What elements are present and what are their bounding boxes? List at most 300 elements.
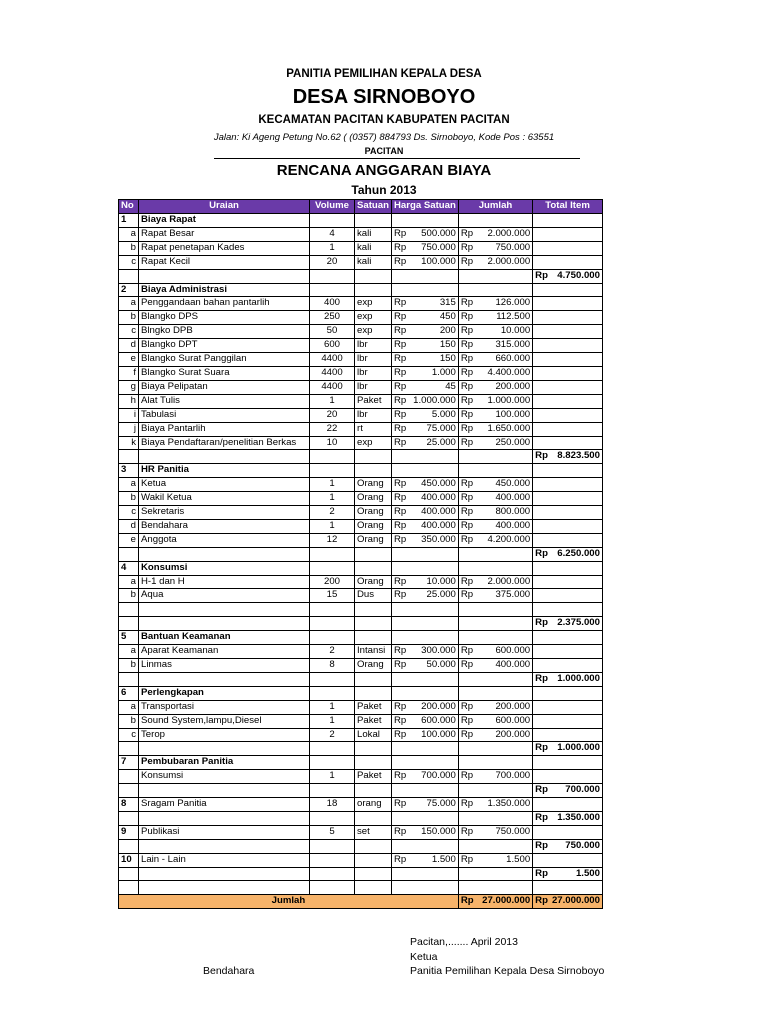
header-rule: [214, 158, 580, 159]
subtotal-currency: [533, 770, 550, 784]
price-currency: Rp: [392, 422, 409, 436]
subtotal-currency: [533, 422, 550, 436]
table-row: [119, 575, 603, 589]
row-number: [119, 770, 139, 784]
item-unit: [355, 839, 392, 853]
row-number: [119, 450, 139, 464]
price-currency: [392, 283, 409, 297]
section-subtotal: [550, 658, 603, 672]
item-volume: 18: [310, 798, 355, 812]
subtotal-currency: [533, 603, 550, 617]
table-row: [119, 658, 603, 672]
item-volume: [310, 450, 355, 464]
item-label: [139, 547, 310, 561]
subtotal-currency: [533, 575, 550, 589]
item-label: [139, 672, 310, 686]
item-unit-price: 25.000: [408, 589, 458, 603]
row-number: [119, 603, 139, 617]
item-unit-price: 350.000: [408, 533, 458, 547]
item-unit: [355, 881, 392, 895]
row-number: 3: [119, 464, 139, 478]
signature-place-date: Pacitan,....... April 2013: [410, 936, 518, 948]
item-volume: 1: [310, 519, 355, 533]
item-volume: 50: [310, 325, 355, 339]
budget-table: [118, 199, 603, 909]
amount-currency: Rp: [458, 241, 475, 255]
item-unit-price: [408, 450, 458, 464]
row-number: 6: [119, 686, 139, 700]
row-number: b: [119, 658, 139, 672]
table-row: [119, 478, 603, 492]
price-currency: Rp: [392, 241, 409, 255]
item-unit: [355, 756, 392, 770]
section-subtotal: [550, 700, 603, 714]
amount-currency: [458, 269, 475, 283]
item-unit-price: 1.000: [408, 366, 458, 380]
item-amount: [476, 756, 533, 770]
section-subtotal: [550, 325, 603, 339]
table-row: [119, 339, 603, 353]
price-currency: Rp: [392, 339, 409, 353]
item-volume: 2: [310, 645, 355, 659]
price-currency: Rp: [392, 658, 409, 672]
item-unit: Paket: [355, 394, 392, 408]
subtotal-currency: Rp: [533, 867, 550, 881]
item-unit-price: [408, 811, 458, 825]
item-unit-price: 5.000: [408, 408, 458, 422]
item-unit-price: [408, 617, 458, 631]
section-subtotal: [550, 283, 603, 297]
item-amount: 250.000: [476, 436, 533, 450]
amount-currency: Rp: [458, 325, 475, 339]
amount-currency: Rp: [458, 394, 475, 408]
row-number: [119, 742, 139, 756]
item-unit: Orang: [355, 519, 392, 533]
table-row: [119, 380, 603, 394]
item-unit: set: [355, 825, 392, 839]
table-row: [119, 436, 603, 450]
item-unit: [355, 631, 392, 645]
section-subtotal: 700.000: [550, 784, 603, 798]
amount-currency: Rp: [458, 380, 475, 394]
item-volume: 20: [310, 255, 355, 269]
price-currency: Rp: [392, 394, 409, 408]
table-row: [119, 241, 603, 255]
amount-currency: Rp: [458, 645, 475, 659]
item-amount: 315.000: [476, 339, 533, 353]
section-subtotal: [550, 339, 603, 353]
item-unit: [355, 283, 392, 297]
item-volume: [310, 742, 355, 756]
table-row: [119, 811, 603, 825]
amount-currency: Rp: [458, 311, 475, 325]
price-currency: Rp: [392, 506, 409, 520]
row-number: g: [119, 380, 139, 394]
subtotal-currency: [533, 756, 550, 770]
item-amount: [476, 269, 533, 283]
amount-currency: Rp: [458, 770, 475, 784]
amount-currency: [458, 214, 475, 228]
item-unit-price: 25.000: [408, 436, 458, 450]
item-unit-price: 45: [408, 380, 458, 394]
table-row: [119, 728, 603, 742]
item-label: Rapat Kecil: [139, 255, 310, 269]
row-number: [119, 867, 139, 881]
row-number: c: [119, 728, 139, 742]
price-currency: [392, 811, 409, 825]
item-amount: 660.000: [476, 353, 533, 367]
item-label: H-1 dan H: [139, 575, 310, 589]
subtotal-currency: Rp: [533, 811, 550, 825]
item-unit-price: 10.000: [408, 575, 458, 589]
item-label: Blngko DPB: [139, 325, 310, 339]
item-volume: [310, 853, 355, 867]
subtotal-currency: [533, 645, 550, 659]
item-label: Biaya Pantarlih: [139, 422, 310, 436]
item-label: Bendahara: [139, 519, 310, 533]
item-label: [139, 269, 310, 283]
section-subtotal: [550, 478, 603, 492]
item-unit-price: 150.000: [408, 825, 458, 839]
section-title: Biaya Rapat: [139, 214, 310, 228]
subtotal-currency: [533, 658, 550, 672]
section-title: HR Panitia: [139, 464, 310, 478]
item-amount: 200.000: [476, 700, 533, 714]
amount-currency: Rp: [458, 658, 475, 672]
row-number: [119, 881, 139, 895]
item-unit: [355, 867, 392, 881]
price-currency: [392, 686, 409, 700]
amount-currency: [458, 867, 475, 881]
amount-currency: Rp: [458, 339, 475, 353]
section-subtotal: [550, 214, 603, 228]
signature-role-ketua: Ketua: [410, 951, 438, 963]
amount-currency: [458, 742, 475, 756]
section-subtotal: [550, 798, 603, 812]
section-subtotal: [550, 366, 603, 380]
amount-currency: [458, 881, 475, 895]
table-row: [119, 492, 603, 506]
subtotal-currency: [533, 297, 550, 311]
price-currency: Rp: [392, 353, 409, 367]
item-unit-price: [408, 464, 458, 478]
item-amount: 450.000: [476, 478, 533, 492]
signature-role-bendahara: Bendahara: [203, 965, 255, 977]
item-unit-price: 450.000: [408, 478, 458, 492]
item-volume: 4: [310, 227, 355, 241]
section-subtotal: 1.000.000: [550, 742, 603, 756]
item-amount: 375.000: [476, 589, 533, 603]
item-label: Sound System,lampu,Diesel: [139, 714, 310, 728]
item-label: Lain - Lain: [139, 853, 310, 867]
subtotal-currency: Rp: [533, 839, 550, 853]
amount-currency: Rp: [458, 478, 475, 492]
item-volume: 200: [310, 575, 355, 589]
row-number: 1: [119, 214, 139, 228]
section-subtotal: 4.750.000: [550, 269, 603, 283]
row-number: j: [119, 422, 139, 436]
row-number: 4: [119, 561, 139, 575]
subtotal-currency: [533, 728, 550, 742]
item-amount: 1.500: [476, 853, 533, 867]
item-volume: 1: [310, 714, 355, 728]
price-currency: Rp: [392, 700, 409, 714]
section-subtotal: [550, 353, 603, 367]
section-subtotal: [550, 533, 603, 547]
price-currency: [392, 881, 409, 895]
subtotal-currency: [533, 881, 550, 895]
price-currency: Rp: [392, 825, 409, 839]
item-label: [139, 617, 310, 631]
section-subtotal: 750.000: [550, 839, 603, 853]
amount-currency: [458, 450, 475, 464]
price-currency: [392, 617, 409, 631]
item-unit: lbr: [355, 339, 392, 353]
item-amount: 126.000: [476, 297, 533, 311]
item-amount: 400.000: [476, 519, 533, 533]
item-label: Alat Tulis: [139, 394, 310, 408]
subtotal-currency: [533, 436, 550, 450]
village-name: DESA SIRNOBOYO: [292, 86, 476, 108]
price-currency: [392, 756, 409, 770]
price-currency: [392, 867, 409, 881]
item-unit-price: 500.000: [408, 227, 458, 241]
item-unit-price: 100.000: [408, 255, 458, 269]
subtotal-currency: Rp: [533, 617, 550, 631]
item-label: [139, 450, 310, 464]
amount-currency: Rp: [458, 366, 475, 380]
subtotal-currency: [533, 311, 550, 325]
section-subtotal: 2.375.000: [550, 617, 603, 631]
item-volume: 15: [310, 589, 355, 603]
item-unit-price: [408, 214, 458, 228]
item-volume: [310, 672, 355, 686]
item-unit-price: 700.000: [408, 770, 458, 784]
item-volume: 2: [310, 728, 355, 742]
item-amount: 700.000: [476, 770, 533, 784]
row-number: 10: [119, 853, 139, 867]
item-unit: orang: [355, 798, 392, 812]
price-currency: [392, 547, 409, 561]
item-unit: Lokal: [355, 728, 392, 742]
item-volume: 5: [310, 825, 355, 839]
row-number: [119, 784, 139, 798]
item-volume: 8: [310, 658, 355, 672]
section-subtotal: 1.000.000: [550, 672, 603, 686]
table-row: [119, 672, 603, 686]
item-volume: 250: [310, 311, 355, 325]
item-unit: lbr: [355, 380, 392, 394]
price-currency: Rp: [392, 436, 409, 450]
item-amount: 10.000: [476, 325, 533, 339]
row-number: a: [119, 575, 139, 589]
item-label: Ketua: [139, 478, 310, 492]
item-unit-price: 150: [408, 353, 458, 367]
row-number: b: [119, 589, 139, 603]
item-unit-price: 1.000.000: [408, 394, 458, 408]
item-label: Blangko DPS: [139, 311, 310, 325]
row-number: i: [119, 408, 139, 422]
item-unit-price: [408, 881, 458, 895]
item-label: [139, 839, 310, 853]
section-subtotal: [550, 422, 603, 436]
item-amount: 400.000: [476, 658, 533, 672]
item-unit: [355, 214, 392, 228]
row-number: b: [119, 492, 139, 506]
price-currency: Rp: [392, 408, 409, 422]
section-subtotal: [550, 408, 603, 422]
amount-currency: Rp: [458, 492, 475, 506]
item-volume: [310, 756, 355, 770]
row-number: a: [119, 478, 139, 492]
subtotal-currency: [533, 686, 550, 700]
item-volume: 2: [310, 506, 355, 520]
item-label: Transportasi: [139, 700, 310, 714]
item-amount: [476, 283, 533, 297]
section-subtotal: 1.500: [550, 867, 603, 881]
item-volume: 10: [310, 436, 355, 450]
price-currency: [392, 269, 409, 283]
item-label: [139, 742, 310, 756]
item-amount: 1.650.000: [476, 422, 533, 436]
item-volume: 20: [310, 408, 355, 422]
row-number: c: [119, 506, 139, 520]
amount-currency: Rp: [458, 297, 475, 311]
subtotal-currency: [533, 227, 550, 241]
item-unit: [355, 450, 392, 464]
row-number: a: [119, 645, 139, 659]
item-unit: [355, 547, 392, 561]
amount-currency: [458, 561, 475, 575]
price-currency: Rp: [392, 492, 409, 506]
price-currency: [392, 603, 409, 617]
subtotal-currency: [533, 798, 550, 812]
table-row: [119, 297, 603, 311]
item-amount: [476, 839, 533, 853]
subtotal-currency: [533, 241, 550, 255]
table-row: [119, 714, 603, 728]
subtotal-currency: [533, 214, 550, 228]
amount-currency: Rp: [458, 422, 475, 436]
item-volume: 4400: [310, 380, 355, 394]
row-number: e: [119, 533, 139, 547]
item-label: Anggota: [139, 533, 310, 547]
total-currency: Rp: [458, 895, 475, 909]
item-unit-price: [408, 867, 458, 881]
item-amount: 1.000.000: [476, 394, 533, 408]
table-row: [119, 311, 603, 325]
item-unit: Intansi: [355, 645, 392, 659]
amount-currency: [458, 811, 475, 825]
price-currency: Rp: [392, 325, 409, 339]
section-subtotal: 8.823.500: [550, 450, 603, 464]
price-currency: Rp: [392, 227, 409, 241]
item-volume: 1: [310, 700, 355, 714]
org-name: PANITIA PEMILIHAN KEPALA DESA: [286, 68, 482, 80]
item-amount: 400.000: [476, 492, 533, 506]
item-amount: 2.000.000: [476, 255, 533, 269]
subtotal-currency: Rp: [533, 547, 550, 561]
item-volume: [310, 269, 355, 283]
item-label: Sekretaris: [139, 506, 310, 520]
item-amount: 200.000: [476, 380, 533, 394]
amount-currency: Rp: [458, 519, 475, 533]
subtotal-currency: Rp: [533, 269, 550, 283]
price-currency: Rp: [392, 575, 409, 589]
amount-currency: Rp: [458, 853, 475, 867]
item-amount: [476, 561, 533, 575]
table-row: [119, 798, 603, 812]
price-currency: [392, 672, 409, 686]
section-subtotal: 1.350.000: [550, 811, 603, 825]
item-unit-price: 300.000: [408, 645, 458, 659]
item-unit: [355, 464, 392, 478]
col-header-uraian: Uraian: [139, 200, 310, 214]
amount-currency: Rp: [458, 575, 475, 589]
item-label: Aparat Keamanan: [139, 645, 310, 659]
item-unit-price: [408, 839, 458, 853]
amount-currency: [458, 617, 475, 631]
subtotal-currency: [533, 533, 550, 547]
row-number: h: [119, 394, 139, 408]
item-amount: 750.000: [476, 241, 533, 255]
section-subtotal: [550, 492, 603, 506]
item-amount: 200.000: [476, 728, 533, 742]
price-currency: [392, 561, 409, 575]
section-title: Konsumsi: [139, 561, 310, 575]
table-row: [119, 366, 603, 380]
item-unit: [355, 617, 392, 631]
section-subtotal: [550, 645, 603, 659]
amount-currency: [458, 756, 475, 770]
table-row: [119, 742, 603, 756]
item-volume: [310, 561, 355, 575]
item-amount: [476, 881, 533, 895]
item-unit-price: 400.000: [408, 492, 458, 506]
subtotal-currency: [533, 353, 550, 367]
price-currency: [392, 464, 409, 478]
table-row: [119, 408, 603, 422]
item-unit: Orang: [355, 506, 392, 520]
item-unit: [355, 686, 392, 700]
price-currency: [392, 742, 409, 756]
item-amount: [476, 214, 533, 228]
price-currency: Rp: [392, 366, 409, 380]
col-header-total: Total Item: [533, 200, 603, 214]
document-year: Tahun 2013: [351, 183, 417, 197]
total-label: Jumlah: [119, 895, 459, 909]
item-amount: 100.000: [476, 408, 533, 422]
subtotal-currency: [533, 255, 550, 269]
item-amount: [476, 686, 533, 700]
item-unit: [355, 784, 392, 798]
item-unit: [355, 742, 392, 756]
item-volume: [310, 811, 355, 825]
item-unit-price: [408, 672, 458, 686]
item-amount: 2.000.000: [476, 227, 533, 241]
item-volume: [310, 784, 355, 798]
row-number: e: [119, 353, 139, 367]
row-number: c: [119, 325, 139, 339]
item-label: Tabulasi: [139, 408, 310, 422]
table-row: [119, 214, 603, 228]
item-volume: [310, 283, 355, 297]
item-amount: 750.000: [476, 825, 533, 839]
item-volume: [310, 839, 355, 853]
table-row: [119, 825, 603, 839]
table-row: [119, 784, 603, 798]
table-row: [119, 895, 603, 909]
